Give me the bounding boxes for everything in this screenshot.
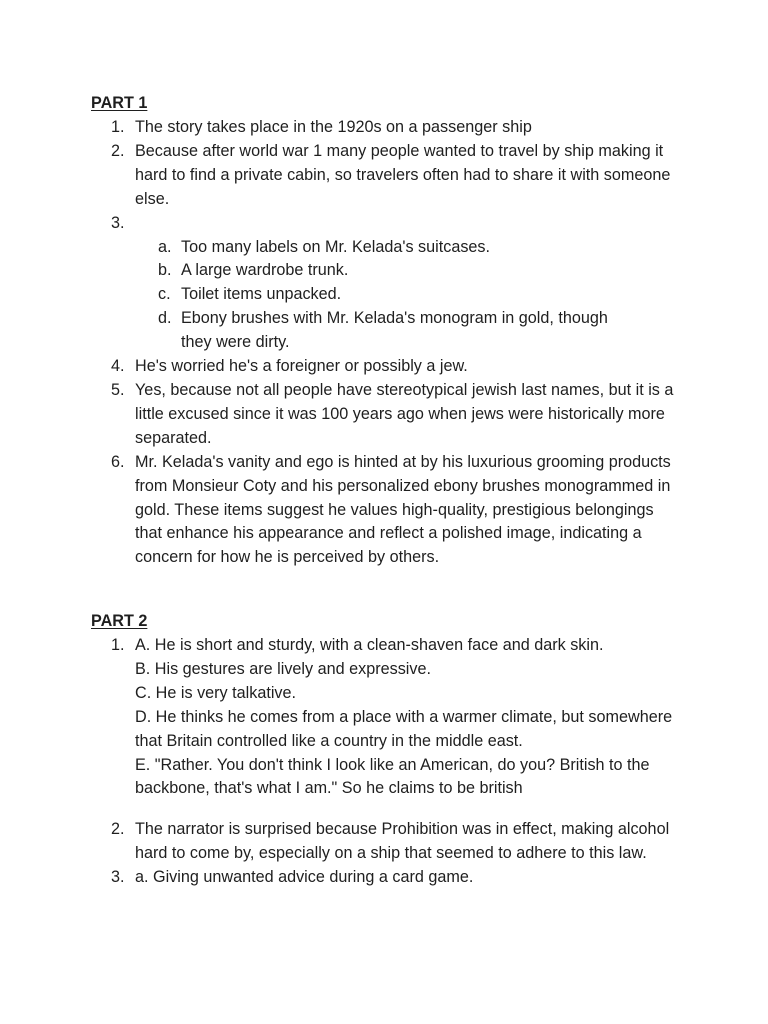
- item-number: 5.: [111, 380, 125, 399]
- list-item: [0, 451, 675, 571]
- list-item: [0, 140, 675, 212]
- part1-heading: PART 1: [91, 94, 148, 112]
- part2-heading: PART 2: [91, 612, 148, 630]
- item-text: He's worried he's a foreigner or possibly a jew.: [135, 357, 468, 376]
- item-text: a. Giving unwanted advice during a card game.: [135, 868, 474, 887]
- sublist-item: [135, 259, 641, 283]
- sublist-item: [135, 283, 641, 307]
- sub-text: Too many labels on Mr. Kelada's suitcases.: [181, 237, 491, 256]
- part1-answer-list: [0, 116, 768, 570]
- sub-text: Ebony brushes with Mr. Kelada's monogram in gold, though they were dirty.: [181, 309, 608, 352]
- list-item: [0, 379, 675, 451]
- item-text: [135, 212, 675, 236]
- sub-letter: d.: [158, 309, 172, 328]
- item-text: Because after world war 1 many people wanted to travel by ship making it hard to find a private cabin, so travelers often had to share it with someone else.: [135, 141, 671, 208]
- sub-text: A large wardrobe trunk.: [181, 261, 349, 280]
- item-number: 3.: [111, 868, 125, 887]
- list-item: [0, 355, 675, 379]
- sub-letter: a.: [158, 237, 172, 256]
- part2-answer-list: [0, 634, 768, 890]
- item-number: 1.: [111, 118, 125, 136]
- list-item: [0, 212, 675, 355]
- list-item: [0, 634, 675, 801]
- sub-letter: b.: [158, 261, 172, 280]
- spacer: [0, 801, 675, 818]
- item-number: 3.: [111, 213, 125, 232]
- sublist-item: [135, 236, 641, 260]
- item-line-e: E. "Rather. You don't think I look like an American, do you? British to the backbone, that's what I am." So he claims to be british: [135, 755, 650, 798]
- item-text: Mr. Kelada's vanity and ego is hinted at by his luxurious grooming products from Monsieur Coty and his personalized ebony brushes monogrammed in gold. These items suggest he values high-quality, prestigious belongings that enhance his appearance and reflect a polished image, indicating a concern for how he is perceived by others.: [135, 452, 671, 567]
- sublist: [135, 236, 675, 356]
- item-number: 6.: [111, 452, 125, 471]
- item-line-c: C. He is very talkative.: [135, 683, 297, 702]
- item-number: 2.: [111, 141, 125, 160]
- list-item: [0, 116, 675, 140]
- item-number: 2.: [111, 820, 125, 839]
- list-item: [0, 866, 675, 890]
- list-item: [0, 818, 675, 866]
- item-text: Yes, because not all people have stereotypical jewish last names, but it is a little excused since it was 100 years ago when jews were historically more separated.: [135, 380, 674, 447]
- item-line-a: A. He is short and sturdy, with a clean-shaven face and dark skin.: [135, 636, 604, 654]
- item-number: 4.: [111, 357, 125, 376]
- sub-text: Toilet items unpacked.: [181, 285, 342, 304]
- item-line-d: D. He thinks he comes from a place with a warmer climate, but somewhere that Britain controlled like a country in the middle east.: [135, 707, 673, 750]
- item-text: The narrator is surprised because Prohibition was in effect, making alcohol hard to come by, especially on a ship that seemed to adhere to this law.: [135, 820, 670, 863]
- item-text: The story takes place in the 1920s on a passenger ship: [135, 118, 532, 136]
- item-line-b: B. His gestures are lively and expressive.: [135, 659, 431, 678]
- sublist-item: [135, 307, 641, 355]
- item-number: 1.: [111, 636, 125, 654]
- sub-letter: c.: [158, 285, 171, 304]
